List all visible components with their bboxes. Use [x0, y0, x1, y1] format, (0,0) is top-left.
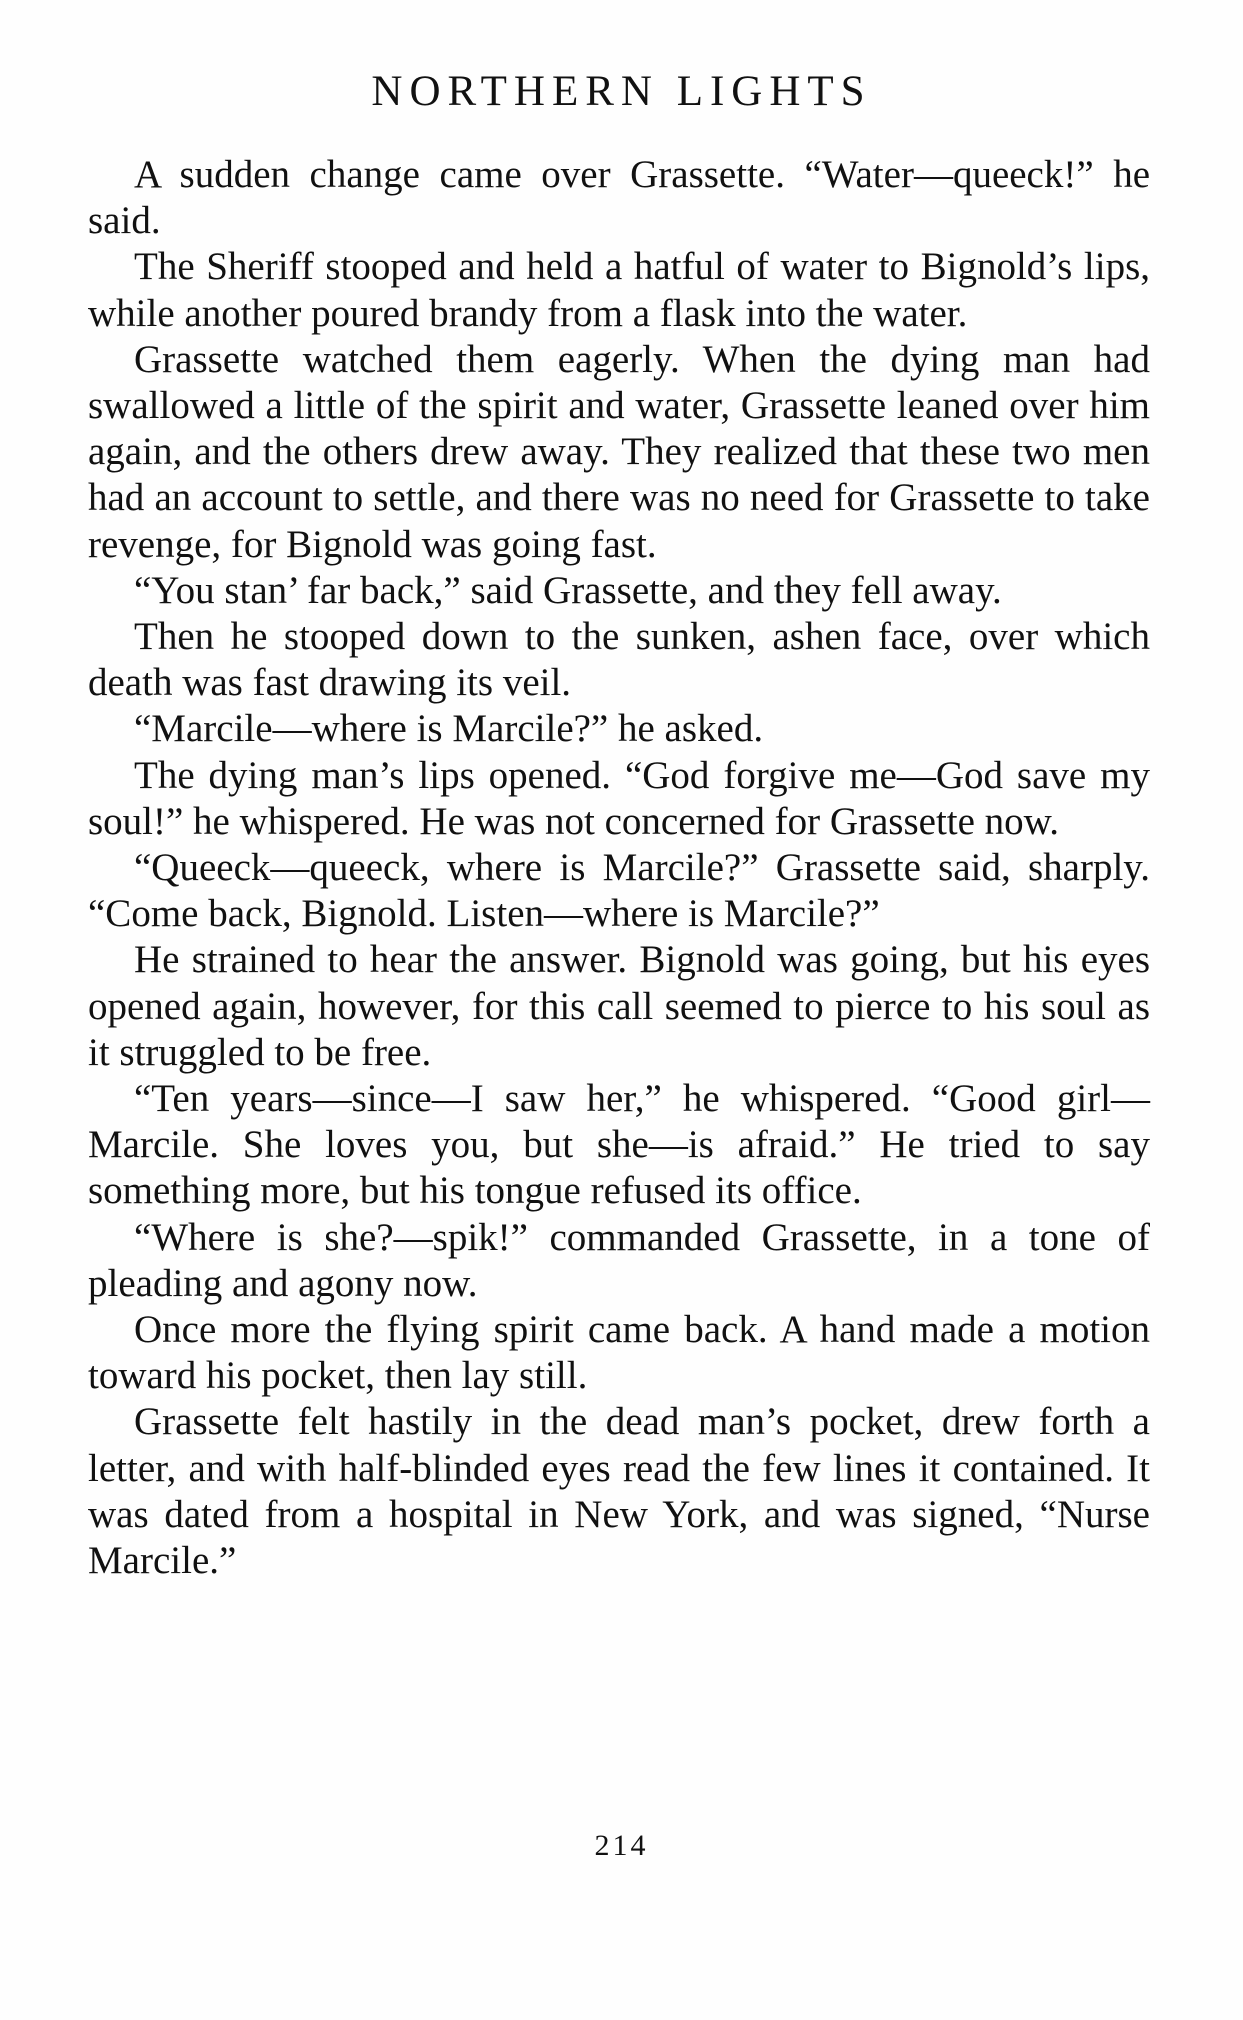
paragraph: “Ten years—since—I saw her,” he whispered. “Good girl—Marcile. She loves you, but she—is afraid.” He tried to say something more, but his tongue refused its office.	[88, 1077, 1150, 1213]
paragraph: Grassette felt hastily in the dead man’s pocket, drew forth a letter, and with half-blinded eyes read the few lines it contained. It was dated from a hospital in New York, and was signed, “Nurse Marcile.”	[88, 1400, 1150, 1583]
paragraph: “Queeck—queeck, where is Marcile?” Grassette said, sharply. “Come back, Bignold. Listen—where is Marcile?”	[88, 846, 1150, 936]
paragraph: Grassette watched them eagerly. When the dying man had swallowed a little of the spirit and water, Grassette leaned over him again, and the others drew away. They realized that these two men had an account to settle, and there was no need for Grassette to take revenge, for Bignold was going fast.	[88, 337, 1150, 566]
running-head: NORTHERN LIGHTS	[371, 68, 872, 115]
paragraph: The dying man’s lips opened. “God forgive me—God save my soul!” he whispered. He was not concerned for Grassette now.	[88, 753, 1150, 843]
page-number: 214	[594, 1829, 649, 1862]
paragraph: A sudden change came over Grassette. “Water—queeck!” he said.	[88, 153, 1150, 243]
paragraph: Then he stooped down to the sunken, ashen face, over which death was fast drawing its veil.	[88, 615, 1150, 705]
paragraph: The Sheriff stooped and held a hatful of water to Bignold’s lips, while another poured brandy from a flask into the water.	[88, 245, 1150, 335]
paragraph: “You stan’ far back,” said Grassette, and they fell away.	[134, 568, 1002, 612]
body-text	[88, 152, 1150, 1584]
paragraph: He strained to hear the answer. Bignold was going, but his eyes opened again, however, for this call seemed to pierce to his soul as it struggled to be free.	[88, 938, 1150, 1074]
paragraph: “Where is she?—spik!” commanded Grassette, in a tone of pleading and agony now.	[88, 1215, 1150, 1305]
paragraph: Once more the flying spirit came back. A hand made a motion toward his pocket, then lay still.	[88, 1308, 1150, 1398]
paragraph: “Marcile—where is Marcile?” he asked.	[134, 707, 764, 751]
